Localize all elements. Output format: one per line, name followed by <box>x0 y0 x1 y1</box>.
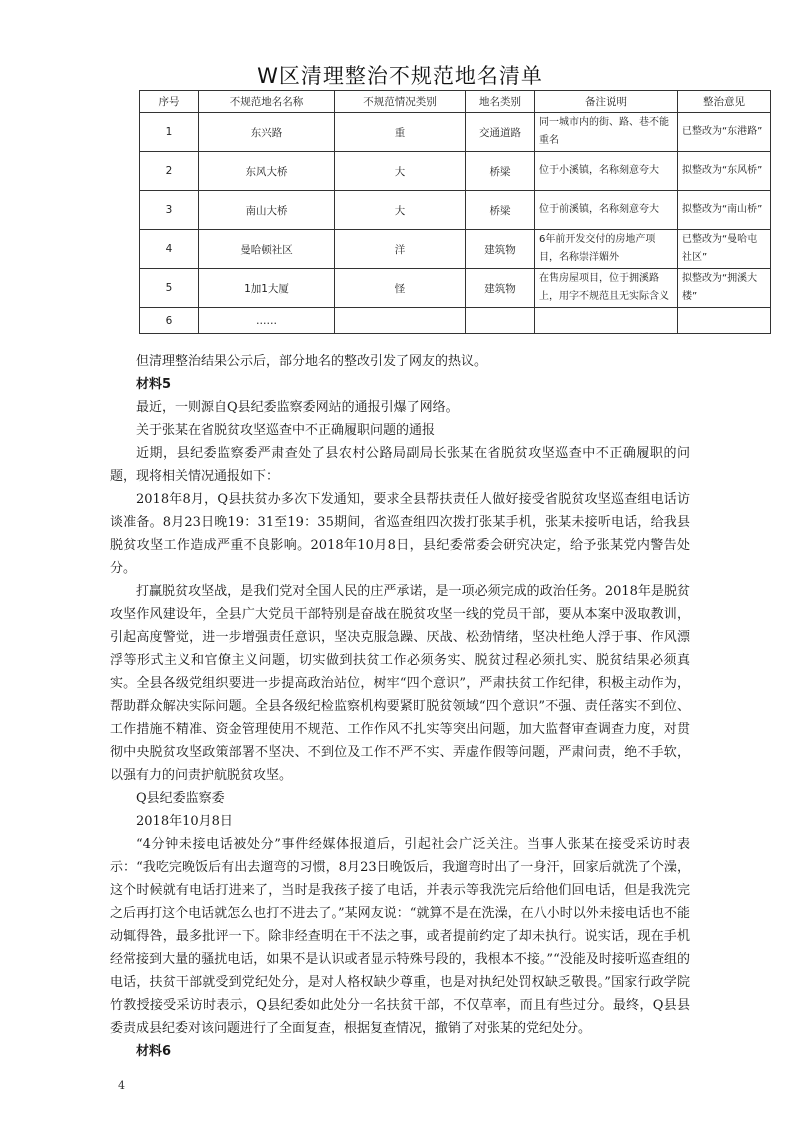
cell-name: 东风大桥 <box>199 152 335 191</box>
paragraph-notice-title: 关于张某在省脱贫攻坚巡查中不正确履职问题的通报 <box>136 423 436 438</box>
header-place-category: 地名类别 <box>466 91 535 113</box>
table-header-row <box>140 91 771 113</box>
body-text <box>110 350 690 1063</box>
cell-name: …… <box>199 308 335 334</box>
header-rectification: 整治意见 <box>678 91 771 113</box>
cell-category: 建筑物 <box>466 230 535 269</box>
cell-rectification: 已整改为“曼哈屯社区” <box>678 230 771 269</box>
cell-category: 交通道路 <box>466 113 535 152</box>
place-names-table <box>139 90 771 334</box>
cell-remarks: 在售房屋项目，位于拥溪路上，用字不规范且无实际含义 <box>535 269 678 308</box>
page-number: 4 <box>118 1079 125 1092</box>
cell-rectification: 拟整改为“拥溪大楼” <box>678 269 771 308</box>
paragraph-notice-facts: 2018年8月，Q县扶贫办多次下发通知，要求全县帮扶责任人做好接受省脱贫攻坚巡查组电话访谈准备。8月23日晚19：31至19：35期间，省巡查组四次拨打张某手机，张某未接听电话，给我县脱贫攻坚工作造成严重不良影响。2018年10月8日，县纪委常委会研究决定，给予张某党内警告处分。 <box>110 492 690 576</box>
cell-index: 1 <box>140 113 199 152</box>
cell-issue-type: 洋 <box>335 230 466 269</box>
cell-index: 6 <box>140 308 199 334</box>
paragraph-notice-issuer: Q县纪委监察委 <box>136 791 225 806</box>
cell-rectification: 拟整改为“南山桥” <box>678 191 771 230</box>
cell-remarks: 6年前开发交付的房地产项目，名称崇洋媚外 <box>535 230 678 269</box>
cell-index: 5 <box>140 269 199 308</box>
cell-issue-type: 大 <box>335 191 466 230</box>
table-row <box>140 191 771 230</box>
cell-index: 3 <box>140 191 199 230</box>
table-row <box>140 113 771 152</box>
cell-category: 建筑物 <box>466 269 535 308</box>
paragraph-comment-intro: 但清理整治结果公示后，部分地名的整改引发了网友的热议。 <box>136 354 488 369</box>
cell-name: 南山大桥 <box>199 191 335 230</box>
paragraph-notice-requirements: 打赢脱贫攻坚战，是我们党对全国人民的庄严承诺，是一项必须完成的政治任务。2018年是脱贫攻坚作风建设年，全县广大党员干部特别是奋战在脱贫攻坚一线的党员干部，要从本案中汲取教训，引起高度警觉，进一步增强责任意识，坚决克服急躁、厌战、松劲情绪，坚决杜绝人浮于事、作风漂浮等形式主义和官僚主义问题，切实做到扶贫工作必须务实、脱贫过程必须扎实、脱贫结果必须真实。全县各级党组织要进一步提高政治站位，树牢“四个意识”，严肃扶贫工作纪律，积极主动作为，帮助群众解决实际问题。全县各级纪检监察机构要紧盯脱贫领域“四个意识”不强、责任落实不到位、工作措施不精准、资金管理使用不规范、工作作风不扎实等突出问题，加大监督审查调查力度，对贯彻中央脱贫攻坚政策部署不坚决、不到位及工作不严不实、弄虚作假等问题，严肃问责，绝不手软，以强有力的问责护航脱贫攻坚。 <box>110 584 690 783</box>
paragraph-notice-date: 2018年10月8日 <box>136 814 233 829</box>
cell-index: 4 <box>140 230 199 269</box>
cell-rectification: 已整改为“东港路” <box>678 113 771 152</box>
cell-issue-type <box>335 308 466 334</box>
cell-name: 东兴路 <box>199 113 335 152</box>
section-heading-material-6: 材料6 <box>136 1044 172 1059</box>
header-issue-type: 不规范情况类别 <box>335 91 466 113</box>
paragraph-public-reaction: “4分钟未接电话被处分”事件经媒体报道后，引起社会广泛关注。当事人张某在接受采访时表示：“我吃完晚饭后有出去遛弯的习惯，8月23日晚饭后，我遛弯时出了一身汗，回家后就洗了个澡，这个时候就有电话打进来了，当时是我孩子接了电话，并表示等我洗完后给他们回电话，但是我洗完之后再打这个电话就怎么也打不进去了。”某网友说：“就算不是在洗澡，在八小时以外未接电话也不能动辄得咎，最多批评一下。除非经查明在干不法之事，或者提前约定了却未执行。说实话，现在手机经常接到大量的骚扰电话，如果不是认识或者显示特殊号段的，我根本不接。”“没能及时接听巡查组的电话，扶贫干部就受到党纪处分，是对人格权缺少尊重，也是对执纪处罚权缺乏敬畏。”国家行政学院竹教授接受采访时表示，Q县纪委如此处分一名扶贫干部，不仅草率，而且有些过分。最终，Q县县委责成县纪委对该问题进行了全面复查，根据复查情况，撤销了对张某的党纪处分。 <box>110 837 690 1036</box>
cell-category <box>466 308 535 334</box>
cell-rectification <box>678 308 771 334</box>
cell-rectification: 拟整改为“东风桥” <box>678 152 771 191</box>
paragraph-notice-opening: 近期，县纪委监察委严肃查处了县农村公路局副局长张某在省脱贫攻坚巡查中不正确履职的问题，现将相关情况通报如下： <box>110 446 690 484</box>
paragraph-news-intro: 最近，一则源自Q县纪委监察委网站的通报引爆了网络。 <box>136 400 459 415</box>
cell-remarks: 位于前溪镇，名称刻意夸大 <box>535 191 678 230</box>
cell-category: 桥梁 <box>466 152 535 191</box>
page-title: W区清理整治不规范地名清单 <box>257 64 543 88</box>
cell-issue-type: 重 <box>335 113 466 152</box>
cell-remarks: 同一城市内的街、路、巷不能重名 <box>535 113 678 152</box>
table-row <box>140 269 771 308</box>
table-row <box>140 230 771 269</box>
cell-remarks <box>535 308 678 334</box>
header-remarks: 备注说明 <box>535 91 678 113</box>
cell-issue-type: 大 <box>335 152 466 191</box>
cell-index: 2 <box>140 152 199 191</box>
table-row <box>140 152 771 191</box>
cell-name: 1加1大厦 <box>199 269 335 308</box>
cell-name: 曼哈顿社区 <box>199 230 335 269</box>
cell-issue-type: 怪 <box>335 269 466 308</box>
header-index: 序号 <box>140 91 199 113</box>
header-name: 不规范地名名称 <box>199 91 335 113</box>
table-row <box>140 308 771 334</box>
cell-remarks: 位于小溪镇，名称刻意夸大 <box>535 152 678 191</box>
section-heading-material-5: 材料5 <box>136 377 172 392</box>
cell-category: 桥梁 <box>466 191 535 230</box>
